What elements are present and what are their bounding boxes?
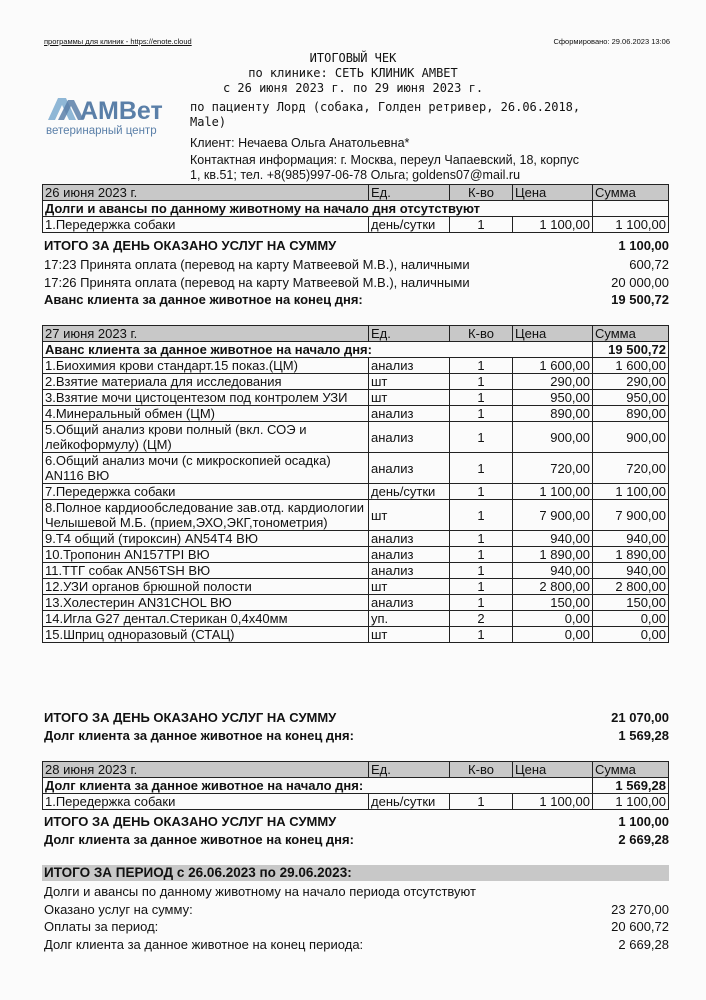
clinic-line: по клинике: СЕТЬ КЛИНИК АМВЕТ — [248, 66, 458, 80]
item-price: 900,00 — [513, 422, 593, 453]
col-unit: Ед. — [369, 185, 450, 201]
table-row — [43, 500, 669, 531]
item-qty: 1 — [450, 453, 513, 484]
amvet-logo-icon — [44, 92, 186, 138]
item-unit: анализ — [369, 547, 450, 563]
program-link[interactable]: программы для клиник - https://enote.cloud — [44, 37, 192, 46]
day2-opening-label: Аванс клиента за данное животное на начало дня: — [43, 342, 593, 358]
day3-opening-row — [43, 778, 669, 794]
item-unit: шт — [369, 500, 450, 531]
day1-date: 26 июня 2023 г. — [43, 185, 369, 201]
day3-date: 28 июня 2023 г. — [43, 762, 369, 778]
receipt-title: ИТОГОВЫЙ ЧЕК — [309, 51, 397, 65]
col-qty: К-во — [450, 185, 513, 201]
period-payments-label: Оплаты за период: — [44, 919, 159, 934]
item-qty: 1 — [450, 484, 513, 500]
item-qty: 1 — [450, 563, 513, 579]
item-price: 940,00 — [513, 531, 593, 547]
period-payments-value: 20 600,72 — [611, 919, 669, 934]
item-price: 720,00 — [513, 453, 593, 484]
day2-opening-value: 19 500,72 — [593, 342, 669, 358]
generated-timestamp: Сформировано: 29.06.2023 13:06 — [553, 37, 670, 46]
day2-header-row — [43, 326, 669, 342]
period-closing-label: Долг клиента за данное животное на конец периода: — [44, 937, 364, 952]
item-unit: анализ — [369, 563, 450, 579]
item-name: 13.Холестерин AN31CHOL ВЮ — [43, 595, 369, 611]
item-sum: 7 900,00 — [593, 500, 669, 531]
day2-closing-label: Долг клиента за данное животное на конец дня: — [44, 728, 354, 743]
item-price: 950,00 — [513, 390, 593, 406]
item-price: 290,00 — [513, 374, 593, 390]
item-sum: 1 890,00 — [593, 547, 669, 563]
item-unit: шт — [369, 374, 450, 390]
payment-value: 20 000,00 — [611, 275, 669, 290]
col-qty: К-во — [450, 326, 513, 342]
item-name: 3.Взятие мочи цистоцентезом под контролем УЗИ — [43, 390, 369, 406]
item-price: 0,00 — [513, 611, 593, 627]
payment-label: 17:26 Принята оплата (перевод на карту Матвеевой М.В.), наличными — [44, 275, 470, 290]
item-price: 0,00 — [513, 627, 593, 643]
item-sum: 940,00 — [593, 563, 669, 579]
item-price: 1 600,00 — [513, 358, 593, 374]
item-unit: анализ — [369, 422, 450, 453]
item-sum: 1 100,00 — [593, 217, 669, 233]
item-name: 15.Шприц одноразовый (СТАЦ) — [43, 627, 369, 643]
day1-payment-1 — [44, 256, 669, 273]
day3-closing-value: 2 669,28 — [618, 832, 669, 847]
day3-opening-label: Долг клиента за данное животное на начало дня: — [43, 778, 593, 794]
table-row — [43, 563, 669, 579]
item-unit: анализ — [369, 595, 450, 611]
item-unit: день/сутки — [369, 794, 450, 810]
item-qty: 1 — [450, 627, 513, 643]
day1-opening: Долги и авансы по данному животному на начало дня отсутствуют — [43, 201, 593, 217]
item-sum: 1 600,00 — [593, 358, 669, 374]
day1-closing-label: Аванс клиента за данное животное на конец дня: — [44, 292, 363, 307]
item-name: 8.Полное кардиообследование зав.отд. кардиологии Челышевой М.Б. (прием,ЭХО,ЭКГ,тонометрия) — [43, 500, 369, 531]
table-row — [43, 358, 669, 374]
table-row — [43, 453, 669, 484]
item-unit: день/сутки — [369, 484, 450, 500]
item-name: 1.Передержка собаки — [43, 794, 369, 810]
item-name: 7.Передержка собаки — [43, 484, 369, 500]
period-opening — [44, 883, 669, 900]
item-sum: 1 100,00 — [593, 794, 669, 810]
item-qty: 1 — [450, 406, 513, 422]
item-sum: 940,00 — [593, 531, 669, 547]
item-qty: 1 — [450, 500, 513, 531]
item-sum: 1 100,00 — [593, 484, 669, 500]
day3-table — [42, 761, 669, 810]
day1-total — [44, 237, 669, 254]
day3-opening-value: 1 569,28 — [593, 778, 669, 794]
period-closing — [44, 936, 669, 953]
item-name: 9.Т4 общий (тироксин) AN54T4 ВЮ — [43, 531, 369, 547]
day1-header-row — [43, 185, 669, 201]
day3-total-label: ИТОГО ЗА ДЕНЬ ОКАЗАНО УСЛУГ НА СУММУ — [44, 814, 337, 829]
item-unit: шт — [369, 627, 450, 643]
item-unit: шт — [369, 390, 450, 406]
item-name: 1.Биохимия крови стандарт.15 показ.(ЦМ) — [43, 358, 369, 374]
item-qty: 1 — [450, 422, 513, 453]
table-row — [43, 595, 669, 611]
item-qty: 1 — [450, 531, 513, 547]
day2-total — [44, 709, 669, 726]
item-unit: день/сутки — [369, 217, 450, 233]
day3-total-value: 1 100,00 — [618, 814, 669, 829]
day1-total-value: 1 100,00 — [618, 238, 669, 253]
item-price: 150,00 — [513, 595, 593, 611]
col-price: Цена — [513, 762, 593, 778]
period-title: ИТОГО ЗА ПЕРИОД с 26.06.2023 по 29.06.2023: — [42, 865, 669, 881]
day1-total-label: ИТОГО ЗА ДЕНЬ ОКАЗАНО УСЛУГ НА СУММУ — [44, 238, 337, 253]
item-name: 6.Общий анализ мочи (с микроскопией осадка) AN116 ВЮ — [43, 453, 369, 484]
day2-table — [42, 325, 669, 643]
item-name: 10.Тропонин AN157TPI ВЮ — [43, 547, 369, 563]
item-sum: 290,00 — [593, 374, 669, 390]
day2-closing — [44, 727, 669, 744]
item-sum: 900,00 — [593, 422, 669, 453]
day2-date: 27 июня 2023 г. — [43, 326, 369, 342]
item-qty: 1 — [450, 547, 513, 563]
item-price: 2 800,00 — [513, 579, 593, 595]
patient-line-cont: Male) — [190, 115, 227, 129]
day3-total — [44, 813, 669, 830]
item-unit: анализ — [369, 406, 450, 422]
clinic-logo — [44, 92, 186, 138]
table-row — [43, 406, 669, 422]
day3-closing-label: Долг клиента за данное животное на конец дня: — [44, 832, 354, 847]
item-name: 4.Минеральный обмен (ЦМ) — [43, 406, 369, 422]
item-sum: 150,00 — [593, 595, 669, 611]
day1-payment-2 — [44, 274, 669, 291]
col-price: Цена — [513, 326, 593, 342]
payment-value: 600,72 — [629, 257, 669, 272]
table-row — [43, 611, 669, 627]
item-price: 890,00 — [513, 406, 593, 422]
table-row — [43, 547, 669, 563]
logo-subtitle: ветеринарный центр — [46, 125, 157, 137]
table-row — [43, 390, 669, 406]
item-name: 11.ТТГ собак AN56TSH ВЮ — [43, 563, 369, 579]
col-qty: К-во — [450, 762, 513, 778]
table-row — [43, 422, 669, 453]
item-name: 1.Передержка собаки — [43, 217, 369, 233]
item-price: 1 890,00 — [513, 547, 593, 563]
period-payments — [44, 918, 669, 935]
period-opening-text: Долги и авансы по данному животному на начало периода отсутствуют — [44, 884, 476, 899]
table-row — [43, 794, 669, 810]
day2-total-label: ИТОГО ЗА ДЕНЬ ОКАЗАНО УСЛУГ НА СУММУ — [44, 710, 337, 725]
item-price: 940,00 — [513, 563, 593, 579]
day2-total-value: 21 070,00 — [611, 710, 669, 725]
day2-closing-value: 1 569,28 — [618, 728, 669, 743]
item-sum: 890,00 — [593, 406, 669, 422]
period-services — [44, 901, 669, 918]
table-row — [43, 579, 669, 595]
table-row — [43, 627, 669, 643]
item-unit: шт — [369, 579, 450, 595]
item-qty: 2 — [450, 611, 513, 627]
day3-closing — [44, 831, 669, 848]
item-sum: 2 800,00 — [593, 579, 669, 595]
item-price: 1 100,00 — [513, 217, 593, 233]
table-row — [43, 374, 669, 390]
day1-closing-value: 19 500,72 — [611, 292, 669, 307]
item-sum: 0,00 — [593, 611, 669, 627]
table-row — [43, 531, 669, 547]
logo-name: АМВет — [80, 97, 163, 125]
patient-line: по пациенту Лорд (собака, Голден ретривер, 26.06.2018, — [190, 100, 581, 114]
item-name: 5.Общий анализ крови полный (вкл. СОЭ и лейкоформулу) (ЦМ) — [43, 422, 369, 453]
item-unit: уп. — [369, 611, 450, 627]
client-contact: Контактная информация: г. Москва, переул Чапаевский, 18, корпус — [190, 153, 579, 167]
period-line: с 26 июня 2023 г. по 29 июня 2023 г. — [222, 81, 484, 95]
period-services-label: Оказано услуг на сумму: — [44, 902, 193, 917]
day1-opening-row — [43, 201, 669, 217]
col-sum: Сумма — [593, 762, 669, 778]
col-sum: Сумма — [593, 326, 669, 342]
item-name: 2.Взятие материала для исследования — [43, 374, 369, 390]
item-sum: 950,00 — [593, 390, 669, 406]
item-name: 12.УЗИ органов брюшной полости — [43, 579, 369, 595]
item-price: 1 100,00 — [513, 484, 593, 500]
table-row — [43, 217, 669, 233]
col-unit: Ед. — [369, 762, 450, 778]
period-closing-value: 2 669,28 — [618, 937, 669, 952]
col-price: Цена — [513, 185, 593, 201]
item-sum: 720,00 — [593, 453, 669, 484]
item-sum: 0,00 — [593, 627, 669, 643]
item-qty: 1 — [450, 390, 513, 406]
item-qty: 1 — [450, 595, 513, 611]
payment-label: 17:23 Принята оплата (перевод на карту Матвеевой М.В.), наличными — [44, 257, 470, 272]
col-unit: Ед. — [369, 326, 450, 342]
item-unit: анализ — [369, 358, 450, 374]
day1-table — [42, 184, 669, 233]
day2-opening-row — [43, 342, 669, 358]
client-contact-cont: 1, кв.51; тел. +8(985)997-06-78 Ольга; goldens07@mail.ru — [190, 168, 521, 182]
item-qty: 1 — [450, 794, 513, 810]
period-services-value: 23 270,00 — [611, 902, 669, 917]
day1-closing — [44, 291, 669, 308]
day3-header-row — [43, 762, 669, 778]
item-qty: 1 — [450, 579, 513, 595]
table-row — [43, 484, 669, 500]
item-qty: 1 — [450, 217, 513, 233]
item-price: 1 100,00 — [513, 794, 593, 810]
item-unit: анализ — [369, 453, 450, 484]
client-name: Клиент: Нечаева Ольга Анатольевна* — [190, 136, 410, 150]
item-qty: 1 — [450, 358, 513, 374]
item-price: 7 900,00 — [513, 500, 593, 531]
item-unit: анализ — [369, 531, 450, 547]
col-sum: Сумма — [593, 185, 669, 201]
item-name: 14.Игла G27 дентал.Стерикан 0,4х40мм — [43, 611, 369, 627]
item-qty: 1 — [450, 374, 513, 390]
